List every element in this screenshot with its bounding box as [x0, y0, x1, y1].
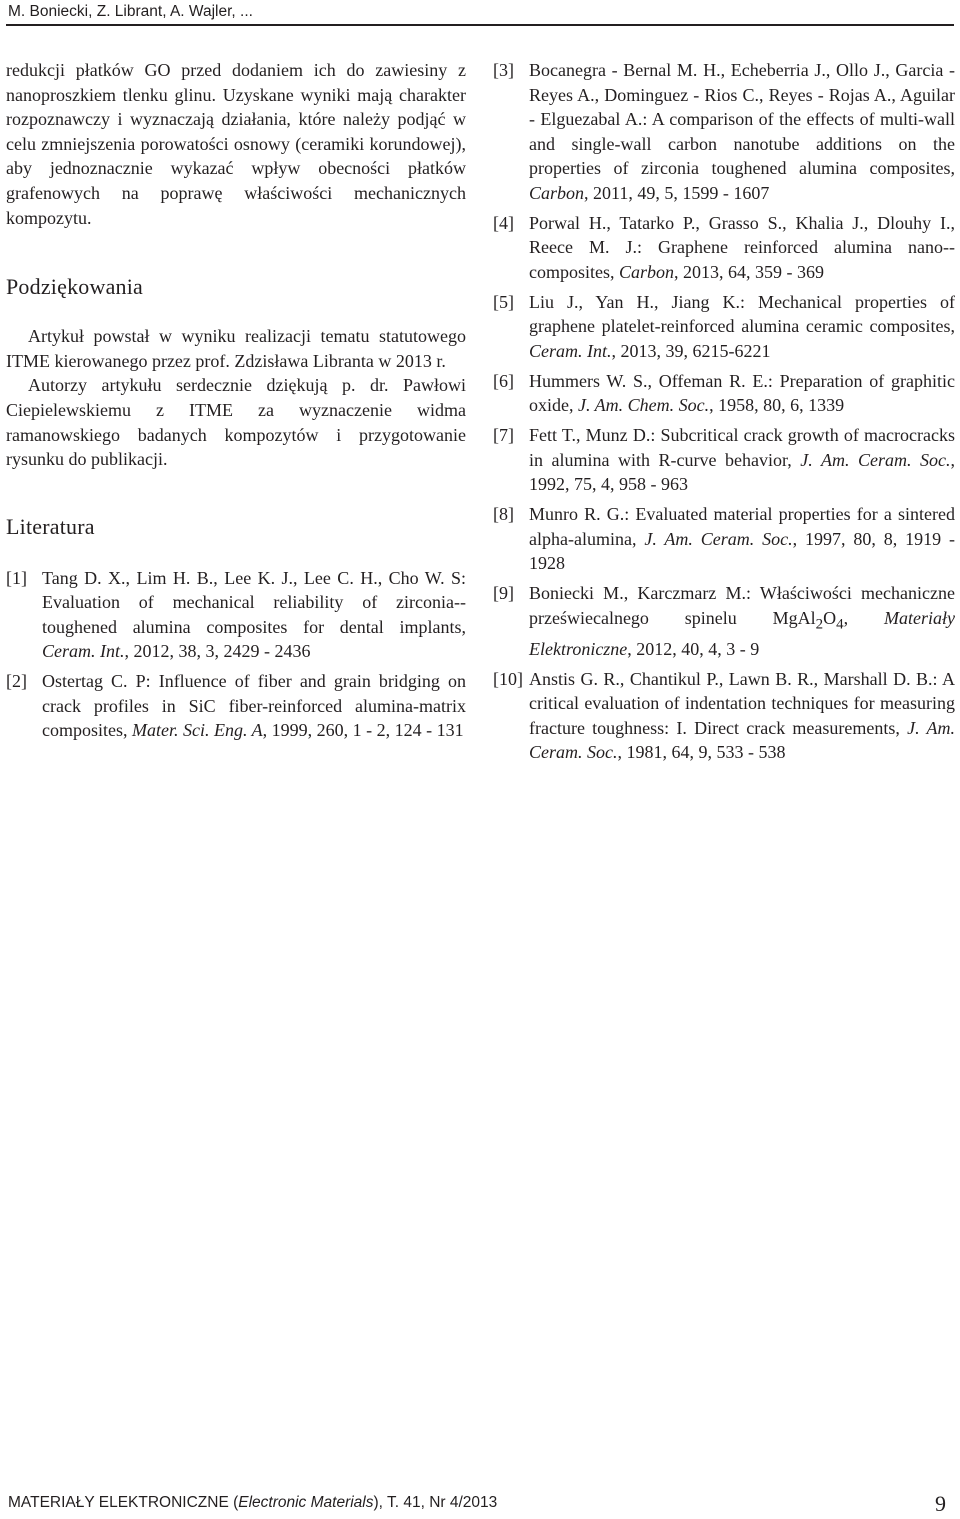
reference-number: [4]	[493, 212, 514, 233]
reference-text: Ostertag C. P: Influence of fiber and grain bridging on crack profiles in SiC fiber-reinforced alumina-matrix composites, Mater. Sci. Eng. A, 1999, 260, 1 - 2, 124 - 131	[42, 671, 466, 741]
acknowledgements-paragraph-2: Autorzy artykułu serdecznie dziękują p. dr. Pawłowi Ciepielewskiemu z ITME za wyznaczenie widma ramanowskiego badanych kompozytów i przygotowanie rysunku do publikacji.	[6, 375, 466, 470]
reference-7	[493, 423, 955, 497]
journal-name: J. Am. Ceram. Soc.	[644, 528, 793, 549]
reference-number: [8]	[493, 504, 514, 524]
journal-footer: MATERIAŁY ELEKTRONICZNE (Electronic Materials), T. 41, Nr 4/2013	[8, 1494, 498, 1511]
reference-list-left	[6, 566, 466, 743]
reference-1	[6, 566, 466, 664]
reference-text: Tang D. X., Lim H. B., Lee K. J., Lee C. H., Cho W. S: Evaluation of mechanical reliability of zirconia--toughened alumina composites for dental implants, Ceram. Int., 2012, 38, 3, 2429 - 2436	[42, 567, 466, 662]
reference-number: [9]	[493, 583, 514, 603]
reference-3	[493, 58, 955, 205]
journal-name: Ceram. Int.	[42, 641, 125, 662]
reference-text: Fett T., Munz D.: Subcritical crack growth of macrocracks in alumina with R-curve behavior, J. Am. Ceram. Soc., 1992, 75, 4, 958 - 963	[529, 425, 955, 494]
reference-6	[493, 369, 955, 418]
reference-number: [7]	[493, 425, 514, 445]
reference-text: Bocanegra - Bernal M. H., Echeberria J., Ollo J., Garcia - Reyes A., Dominguez - Rios C., Reyes - Rojas A., Aguilar - Elguezabal A.: A comparison of the effects of multi-wall and single-wall carbon nanotube additions on the properties of zirconia toughened alumina composites, Carbon, 2011, 49, 5, 1599 - 1607	[529, 60, 955, 203]
reference-number: [6]	[493, 370, 514, 391]
left-column	[6, 58, 466, 748]
reference-9	[493, 581, 955, 661]
reference-list-right	[493, 58, 955, 765]
header-rule	[6, 24, 954, 26]
reference-text: Hummers W. S., Offeman R. E.: Preparation of graphitic oxide, J. Am. Chem. Soc., 1958, 80, 6, 1339	[529, 370, 955, 415]
reference-text: Boniecki M., Karczmarz M.: Właściwości mechaniczne przeświecalnego spinelu $MgAl_2O_4$, Materiały Elektroniczne, 2012, 40, 4, 3 - 9	[529, 583, 955, 659]
journal-name: Materiały Elektroniczne	[529, 607, 955, 659]
right-column	[493, 58, 955, 770]
journal-name: Carbon	[619, 261, 675, 282]
reference-8	[493, 502, 955, 576]
page-number: 9	[935, 1491, 946, 1516]
reference-number: [3]	[493, 60, 514, 80]
journal-name: J. Am. Chem. Soc.	[578, 395, 710, 415]
journal-name: Mater. Sci. Eng. A	[132, 720, 263, 741]
intro-paragraph: redukcji płatków GO przed dodaniem ich do zawiesiny z nanoproszkiem tlenku glinu. Uzyskane wyniki mają charakter rozpoznawczy i wyznaczają działania, które należy podjąć w celu zmniejszenia porowatości osnowy (ceramiki korundowej), aby jednoznacznie wykazać wpływ obecności płatków grafenowych na poprawę właściwości mechanicznych kompozytu.	[6, 60, 466, 228]
journal-name: Ceram. Int.	[529, 340, 612, 361]
reference-5	[493, 290, 955, 364]
journal-name: Carbon	[529, 182, 585, 203]
acknowledgements-heading: Podziękowania	[6, 274, 144, 300]
reference-4	[493, 211, 955, 285]
reference-10	[493, 667, 955, 765]
reference-number: [5]	[493, 291, 514, 312]
reference-text: Anstis G. R., Chantikul P., Lawn B. R., Marshall D. B.: A critical evaluation of indentation techniques for measuring fracture toughness: I. Direct crack measurements, J. Am. Ceram. Soc., 1981, 64, 9, 533 - 538	[529, 668, 955, 763]
running-head: M. Boniecki, Z. Librant, A. Wajler, ...	[8, 3, 253, 20]
reference-number: [2]	[6, 671, 27, 692]
reference-text: Porwal H., Tatarko P., Grasso S., Khalia J., Dlouhy I., Reece M. J.: Graphene reinforced alumina nano--composites, Carbon, 2013, 64, 359 - 369	[529, 212, 955, 282]
reference-number: [10]	[493, 668, 523, 689]
journal-name: J. Am. Ceram. Soc.	[529, 717, 955, 763]
reference-text: Liu J., Yan H., Jiang K.: Mechanical properties of graphene platelet-reinforced alumina ceramic composites, Ceram. Int., 2013, 39, 6215-6221	[529, 291, 955, 361]
reference-2	[6, 669, 466, 743]
journal-name: J. Am. Ceram. Soc.	[800, 449, 951, 470]
acknowledgements-paragraph-1: Artykuł powstał w wyniku realizacji tematu statutowego ITME kierowanego przez prof. Zdzisława Libranta w 2013 r.	[6, 326, 466, 371]
reference-text: Munro R. G.: Evaluated material properties for a sintered alpha-alumina, J. Am. Ceram. Soc., 1997, 80, 8, 1919 - 1928	[529, 504, 955, 573]
literature-heading: Literatura	[6, 513, 95, 539]
reference-number: [1]	[6, 567, 27, 588]
